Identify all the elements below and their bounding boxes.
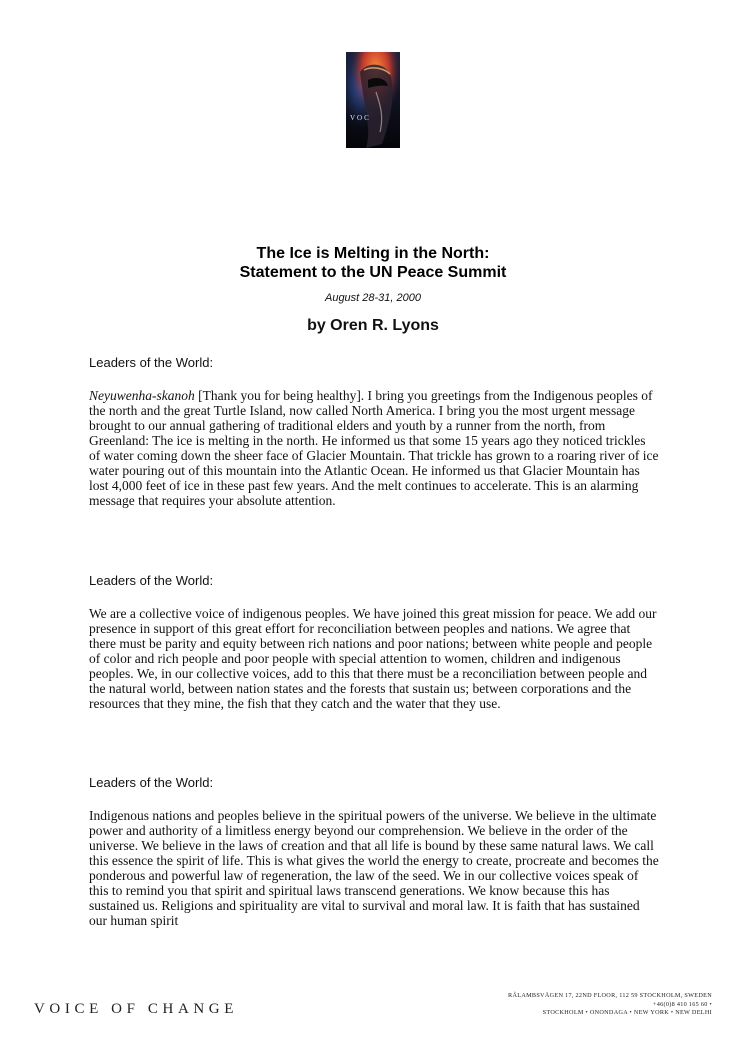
paragraph-1-text: [Thank you for being healthy]. I bring you greetings from the Indigenous peoples of the north and the great Turtle Island, now called North America. I bring you the most urgent message brought to our annual gathering of traditional elders and youth by a runner from the north, from Greenland: The ice is melting in the north. He informed us that some 15 years ago they noticed trickles of water coming down the sheer face of Glacier Mountain. That trickle has grown to a roaring river of ice water pouring out of this mountain into the Atlantic Ocean. He informed us that Glacier Mountain has lost 4,000 feet of ice in these past few years. And the melt continues to accelerate. This is an alarming message that requires your absolute attention.	[89, 388, 659, 508]
voice-of-change-logo	[346, 52, 400, 148]
salutation-2: Leaders of the World:	[89, 573, 214, 588]
address-line-2: +46(0)8 410 165 60 •	[652, 1000, 712, 1008]
title-line-1: The Ice is Melting in the North:	[256, 245, 490, 262]
footer-address	[452, 992, 712, 1018]
address-line-3: STOCKHOLM • ONONDAGA • NEW YORK • NEW DELHI	[542, 1009, 712, 1016]
address-line-1: RÅLAMBSVÄGEN 17, 22ND FLOOR, 112 59 STOCKHOLM, SWEDEN	[508, 992, 712, 999]
paragraph-1	[89, 388, 659, 508]
paragraph-2: We are a collective voice of indigenous peoples. We have joined this great mission for peace. We add our presence in support of this great effort for reconciliation between peoples and nations. We agree that there must be parity and equity between rich nations and poor nations; between white people and people of color and rich people and poor people with special attention to women, children and indigenous peoples. We, in our collective voices, add to this that there must be a reconciliation between people and the natural world, between nation states and the forests that sustain us; between corporations and the resources that they mine, the fish that they catch and the water that they use.	[89, 606, 657, 711]
date-line: August 28-31, 2000	[324, 292, 422, 304]
logo-text: VOC	[350, 114, 371, 122]
paragraph-3: Indigenous nations and peoples believe in the spiritual powers of the universe. We believe in the ultimate power and authority of a limitless energy beyond our comprehension. We believe in the order of the universe. We believe in the laws of creation and that all life is bound by these same natural laws. We call this essence the spirit of life. This is what gives the world the energy to create, procreate and becomes the ponderous and powerful law of regeneration, the law of the seed. We in our collective voices speak of this to remind you that spirit and spiritual laws transcend generations. We know because this has sustained us. Religions and spirituality are vital to survival and moral law. It is faith that has sustained our human spirit	[89, 808, 659, 928]
document-title	[0, 244, 746, 282]
title-line-2: Statement to the UN Peace Summit	[239, 264, 507, 281]
salutation-1: Leaders of the World:	[89, 355, 214, 370]
author-byline: by Oren R. Lyons	[307, 317, 439, 334]
salutation-3: Leaders of the World:	[89, 775, 214, 790]
paragraph-1-italic: Neyuwenha-skanoh	[89, 388, 195, 403]
footer-brand: VOICE OF CHANGE	[34, 1001, 238, 1017]
face-portrait-image	[346, 52, 400, 148]
